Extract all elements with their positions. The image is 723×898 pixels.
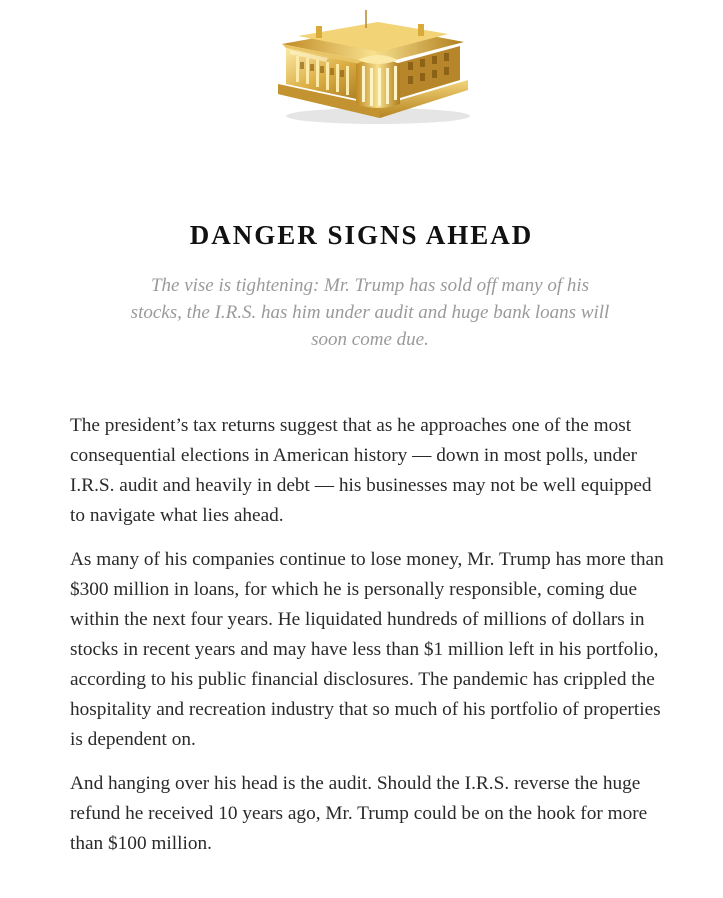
- article-paragraph: As many of his companies continue to lose money, Mr. Trump has more than $300 million in loans, for which he is personally responsible, coming due within the next four years. He liquidated hundreds of millions of dollars in stocks in recent years and may have less than $1 million left in his portfolio, according to his public financial disclosures. The pandemic has crippled the hospitality and recreation industry that so much of his portfolio of properties is dependent on.: [70, 549, 664, 750]
- article-paragraph: And hanging over his head is the audit. Should the I.R.S. reverse the huge refund he received 10 years ago, Mr. Trump could be on the hook for more than $100 million.: [70, 773, 648, 854]
- golden-white-house-icon: [268, 6, 478, 128]
- section-deck: The vise is tightening: Mr. Trump has sold off many of his stocks, the I.R.S. has him under audit and huge bank loans will soon come due.: [130, 275, 610, 350]
- article-paragraph: The president’s tax returns suggest that as he approaches one of the most consequential elections in American history — down in most polls, under I.R.S. audit and heavily in debt — his businesses may not be well equipped to navigate what lies ahead.: [70, 415, 652, 526]
- article-body: [70, 411, 670, 873]
- section-heading: DANGER SIGNS AHEAD: [189, 220, 534, 250]
